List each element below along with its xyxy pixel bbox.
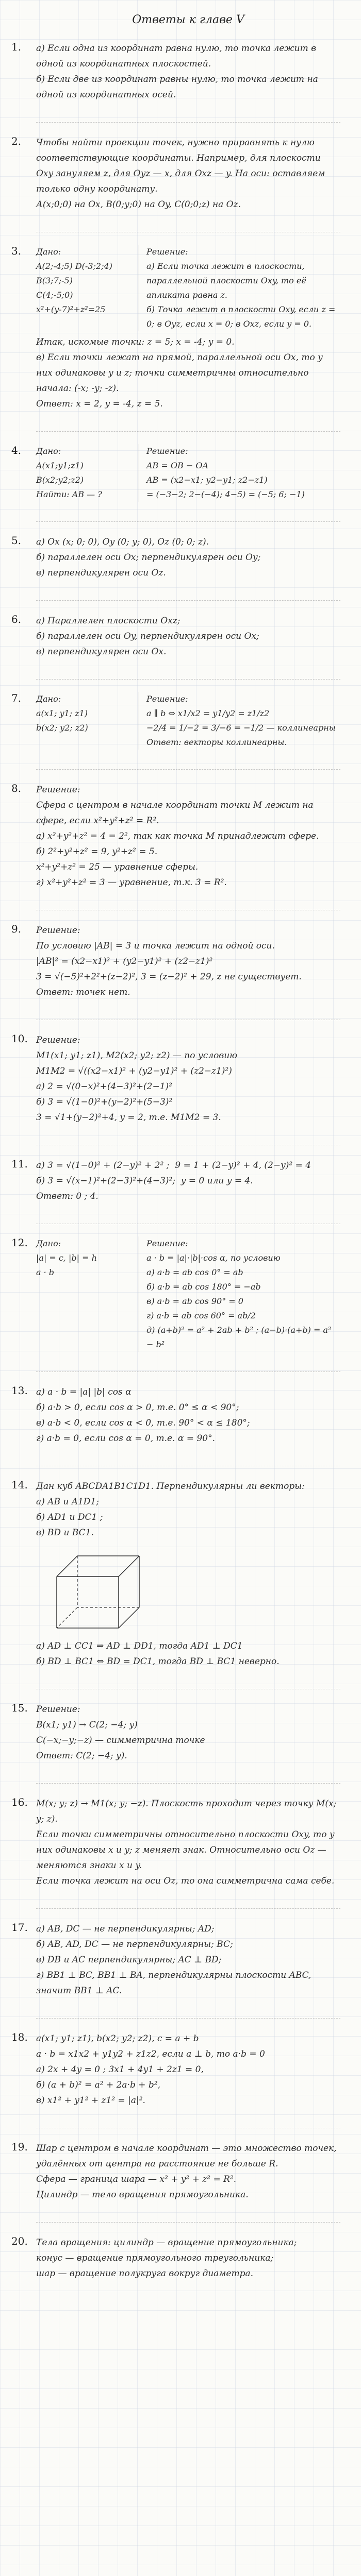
answer-line: а) 3 = √(1−0)² + (2−y)² + 2² ; 9 = 1 + (2−y)² + 4, (2−y)² = 4: [36, 1160, 311, 1171]
solution-column: [139, 1236, 340, 1352]
answer-line: б) 3 = √(x−1)²+(2−3)²+(4−3)²; y = 0 или y = 4.: [36, 1176, 253, 1186]
answer-line: г) x²+y²+z² = 3 — уравнение, т.к. 3 = R².: [36, 877, 227, 888]
answer-line: Ответ: 0 ; 4.: [36, 1191, 99, 1201]
answer-line: a · b = x1x2 + y1y2 + z1z2, если a ⊥ b, то a·b = 0: [36, 2049, 265, 2059]
answer-block: [11, 1236, 340, 1352]
answer-block: [11, 613, 340, 659]
answer-line: M1(x1; y1; z1), M2(x2; y2; z2) — по условию: [36, 1050, 238, 1061]
answer-line: Решение:: [36, 925, 80, 936]
answer-number: 16.: [11, 1796, 28, 1808]
answer-line: а) Если одна из координат равна нулю, то точка лежит в одной из координатных плоскостей.: [36, 43, 319, 69]
answer-line: б) a·b > 0, если cos α > 0, т.е. 0° ≤ α < 90°;: [36, 1402, 239, 1413]
answer-line: Ответ: точек нет.: [36, 987, 130, 997]
answer-line: конус — вращение прямоугольного треугольника;: [36, 2253, 274, 2263]
answer-number: 7.: [11, 692, 22, 704]
given-line: B(x2;y2;z2): [36, 475, 84, 485]
given-line: A(x1;y1;z1): [36, 461, 84, 470]
page-title: Ответы к главе V: [132, 13, 244, 26]
answer-line: б) 2²+y²+z² = 9, y²+z² = 5.: [36, 846, 158, 857]
answer-line: в) x1² + y1² + z1² = |a|².: [36, 2095, 145, 2106]
answer-line: |AB|² = (x2−x1)² + (y2−y1)² + (z2−z1)²: [36, 956, 213, 967]
answer-line: Ответ: C(2; −4; y).: [36, 1751, 127, 1761]
answer-number: 20.: [11, 2235, 28, 2247]
given-line: a · b: [36, 1267, 55, 1277]
answer-block: [11, 1702, 340, 1764]
answer-number: 3.: [11, 245, 22, 257]
given-line: Найти: AB — ?: [36, 489, 102, 499]
answer-number: 18.: [11, 2031, 28, 2043]
answer-line: Если точка лежит на оси Oz, то она симметрична сама себе.: [36, 1876, 335, 1886]
answers-list: [11, 41, 340, 2281]
answer-line: a) Ox (x; 0; 0), Oy (0; y; 0), Oz (0; 0; z).: [36, 537, 209, 547]
solution-line: а) a·b = ab cos 0° = ab: [146, 1267, 243, 1277]
answer-block: [11, 2141, 340, 2202]
given-solution-table: [36, 1236, 340, 1352]
solution-line: Решение:: [146, 446, 188, 456]
answer-number: 9.: [11, 923, 22, 935]
divider: [36, 2018, 340, 2019]
solution-line: = (−3−2; 2−(−4); 4−5) = (−5; 6; −1): [146, 489, 305, 499]
given-line: C(4;-5;0): [36, 290, 73, 300]
given-line: a(x1; y1; z1): [36, 708, 88, 718]
answer-line: в) a·b < 0, если cos α < 0, т.е. 90° < α ≤ 180°;: [36, 1418, 250, 1428]
answer-number: 17.: [11, 1921, 28, 1934]
answer-line: M(x; y; z) → M1(x; y; −z). Плоскость проходит через точку M(x; y; z).: [36, 1799, 339, 1824]
solution-line: Ответ: векторы коллинеарны.: [146, 737, 287, 747]
answer-number: 13.: [11, 1384, 28, 1397]
answer-line: б) параллелен оси Oy, перпендикулярен оси Ox;: [36, 631, 259, 641]
solution-line: a · b = |a|·|b|·cos α, по условию: [146, 1253, 281, 1263]
answer-number: 4.: [11, 444, 22, 456]
answer-block: [11, 2235, 340, 2281]
answer-line: а) a · b = |a| |b| cos α: [36, 1387, 132, 1397]
answer-line: Итак, искомые точки: z = 5; x = -4; y = 0.: [36, 337, 235, 347]
solution-line: Решение:: [146, 694, 188, 704]
divider: [36, 431, 340, 432]
answer-block: [11, 1032, 340, 1125]
answer-line: Если точки симметричны относительно плоскости Oxy, то у них одинаковы x и y; z меняет знак. Относительно оси Oz — меняются знаки x и y.: [36, 1829, 338, 1871]
answer-line: x²+y²+z² = 25 — уравнение сферы.: [36, 862, 199, 872]
answer-block: [11, 1479, 340, 1669]
divider: [36, 521, 340, 522]
given-column: [36, 444, 139, 502]
answer-line: а) Параллелен плоскости Oxz;: [36, 616, 180, 626]
answer-line: B(x1; y1) → C(2; −4; y): [36, 1720, 138, 1730]
given-line: |a| = c, |b| = h: [36, 1253, 97, 1263]
answer-line: По условию |AB| = 3 и точка лежит на одной оси.: [36, 941, 275, 951]
solution-line: г) a·b = ab cos 60° = ab/2: [146, 1311, 256, 1320]
given-line: A(2;-4;5) D(-3;2;4): [36, 261, 112, 271]
answer-block: [11, 245, 340, 412]
answer-line: Тела вращения: цилиндр — вращение прямоугольника;: [36, 2238, 297, 2248]
solution-line: AB = (x2−x1; y2−y1; z2−z1): [146, 475, 268, 485]
solution-line: а) Если точка лежит в плоскости, параллельной плоскости Oxy, то её апликата равна z.: [146, 261, 309, 300]
answer-line: б) BD ⊥ BC1 ⇔ BD = DC1, тогда BD ⊥ BC1 неверно.: [36, 1656, 280, 1667]
cube-hidden-edge: [57, 1607, 77, 1628]
answer-line: Ответ: x = 2, y = -4, z = 5.: [36, 399, 163, 409]
answer-number: 6.: [11, 613, 22, 625]
answer-block: [11, 1158, 340, 1204]
answer-line: а) 2 = √(0−x)²+(4−3)²+(2−1)²: [36, 1081, 172, 1092]
answer-line: Решение:: [36, 1704, 80, 1715]
answer-line: б) 3 = √(1−0)²+(y−2)²+(5−3)²: [36, 1097, 173, 1107]
solution-column: [139, 444, 340, 502]
given-column: [36, 692, 139, 750]
given-line: x²+(y-7)²+z²=25: [36, 304, 106, 314]
answer-number: 5.: [11, 534, 22, 547]
divider: [36, 1783, 340, 1784]
answer-line: Сфера — граница шара — x² + y² + z² = R².: [36, 2174, 237, 2184]
answer-number: 19.: [11, 2141, 28, 2153]
answer-line: Цилиндр — тело вращения прямоугольника.: [36, 2190, 249, 2200]
answer-block: [11, 782, 340, 890]
divider: [36, 1908, 340, 1909]
divider: [36, 1371, 340, 1372]
answer-line: a(x1; y1; z1), b(x2; y2; z2), c = a + b: [36, 2033, 199, 2044]
divider: [36, 2222, 340, 2223]
cube-drawing: [46, 1546, 150, 1633]
answer-line: M1M2 = √((x2−x1)² + (y2−y1)² + (z2−z1)²): [36, 1066, 232, 1076]
solution-line: Решение:: [146, 247, 188, 257]
solution-line: AB = OB − OA: [146, 461, 209, 470]
answer-number: 14.: [11, 1479, 28, 1491]
solution-column: [139, 692, 340, 750]
given-line: Дано:: [36, 247, 61, 257]
given-line: Дано:: [36, 1239, 61, 1248]
answer-line: а) AD ⊥ CC1 ⇒ AD ⊥ DD1, тогда AD1 ⊥ DC1: [36, 1641, 243, 1651]
cube-edge: [57, 1556, 77, 1577]
answer-block: [11, 41, 340, 103]
answer-line: в) Если точки лежат на прямой, параллельной оси Ox, то у них одинаковы y и z; точки симметричны относительно начала: (-x; -y; -z).: [36, 352, 326, 394]
solution-line: a ∥ b ⇔ x1/x2 = y1/y2 = z1/z2: [146, 708, 270, 718]
answer-block: [11, 135, 340, 212]
answer-line: г) BB1 ⊥ BC, BB1 ⊥ BA, перпендикулярны плоскости ABC, значит BB1 ⊥ AC.: [36, 1970, 314, 1996]
divider: [36, 769, 340, 770]
answer-line: а) 2x + 4y = 0 ; 3x1 + 4y1 + 2z1 = 0,: [36, 2064, 204, 2075]
solution-line: −2/4 = 1/−2 = 3/−6 = −1/2 — коллинеарны: [146, 723, 336, 733]
given-solution-table: [36, 444, 340, 502]
answer-number: 15.: [11, 1702, 28, 1714]
answer-line: Сфера с центром в начале координат точки M лежит на сфере, если x²+y²+z² = R².: [36, 800, 316, 826]
solution-line: б) a·b = ab cos 180° = −ab: [146, 1282, 261, 1292]
given-solution-table: [36, 692, 340, 750]
answer-line: б) AD1 и DC1 ;: [36, 1512, 103, 1522]
answer-line: а) AB, DC — не перпендикулярны; AD;: [36, 1924, 215, 1934]
answer-line: Решение:: [36, 785, 80, 795]
answer-line: г) a·b = 0, если cos α = 0, т.е. α = 90°.: [36, 1433, 215, 1444]
given-line: B(3;7;-5): [36, 276, 73, 285]
answer-line: А(х;0;0) на Ox, В(0;у;0) на Oy, C(0;0;z) на Oz.: [36, 199, 241, 210]
answer-line: Шар с центром в начале координат — это множество точек, удалённых от центра на расстояние не больше R.: [36, 2143, 340, 2169]
answer-number: 2.: [11, 135, 22, 147]
answer-line: C(−x;−y;−z) — симметрична точке: [36, 1735, 205, 1745]
solution-line: в) a·b = ab cos 90° = 0: [146, 1296, 243, 1306]
answer-block: [11, 692, 340, 750]
given-line: Дано:: [36, 694, 61, 704]
answer-line: в) BD и BC1.: [36, 1528, 94, 1538]
given-line: b(x2; y2; z2): [36, 723, 88, 733]
solution-column: [139, 245, 340, 331]
answer-line: в) перпендикулярен оси Oz.: [36, 568, 166, 578]
answer-line: 3 = √(−5)²+2²+(z−2)², 3 = (z−2)² + 29, z не существует.: [36, 972, 302, 982]
given-column: [36, 245, 139, 331]
answer-number: 1.: [11, 41, 22, 53]
answer-line: в) перпендикулярен оси Ox.: [36, 647, 167, 657]
answer-block: [11, 534, 340, 581]
answer-block: [11, 1921, 340, 1998]
answer-block: [11, 1796, 340, 1889]
cube-edge: [119, 1556, 139, 1577]
answer-line: Дан куб ABCDA1B1C1D1. Перпендикулярны ли векторы:: [36, 1481, 305, 1492]
divider: [36, 600, 340, 601]
answer-line: шар — вращение полукруга вокруг диаметра.: [36, 2268, 253, 2279]
answer-line: в) DB и AC перпендикулярны; AC ⊥ BD;: [36, 1955, 222, 1965]
given-line: Дано:: [36, 446, 61, 456]
answer-line: Чтобы найти проекции точек, нужно приравнять к нулю соответствующие координаты. Например, для плоскости Oxy зануляем z, для Oyz — x, для Oxz — y. На оси: оставляем только одну координату.: [36, 138, 328, 194]
answer-line: б) Если две из координат равны нулю, то точка лежит на одной из координатных осей.: [36, 74, 321, 100]
answer-number: 8.: [11, 782, 22, 794]
answer-number: 12.: [11, 1236, 28, 1249]
answer-number: 11.: [11, 1158, 28, 1170]
answer-line: б) (a + b)² = a² + 2a·b + b²,: [36, 2080, 161, 2090]
given-column: [36, 1236, 139, 1352]
cube-edge: [119, 1607, 139, 1628]
answer-block: [11, 444, 340, 502]
divider: [36, 122, 340, 123]
answer-line: а) x²+y²+z² = 4 = 2², так как точка M принадлежит сфере.: [36, 831, 319, 841]
given-solution-table: [36, 245, 340, 331]
solution-line: Решение:: [146, 1239, 188, 1248]
answer-block: [11, 2031, 340, 2108]
answer-block: [11, 923, 340, 1000]
answer-line: б) AB, AD, DC — не перпендикулярны; BC;: [36, 1939, 233, 1950]
answer-line: б) параллелен оси Ox; перпендикулярен оси Oy;: [36, 552, 261, 563]
divider: [36, 679, 340, 680]
answer-line: а) AB и A1D1;: [36, 1497, 99, 1507]
answer-number: 10.: [11, 1032, 28, 1045]
solution-line: б) Точка лежит в плоскости Oxy, если z = 0; в Oyz, если x = 0; в Oxz, если y = 0.: [146, 304, 338, 329]
answer-block: [11, 1384, 340, 1446]
answer-line: 3 = √1+(y−2)²+4, y = 2, т.е. M1M2 = 3.: [36, 1112, 221, 1123]
answer-line: Решение:: [36, 1035, 80, 1045]
solution-line: д) (a+b)² = a² + 2ab + b² ; (a−b)·(a+b) = a² − b²: [146, 1325, 334, 1349]
